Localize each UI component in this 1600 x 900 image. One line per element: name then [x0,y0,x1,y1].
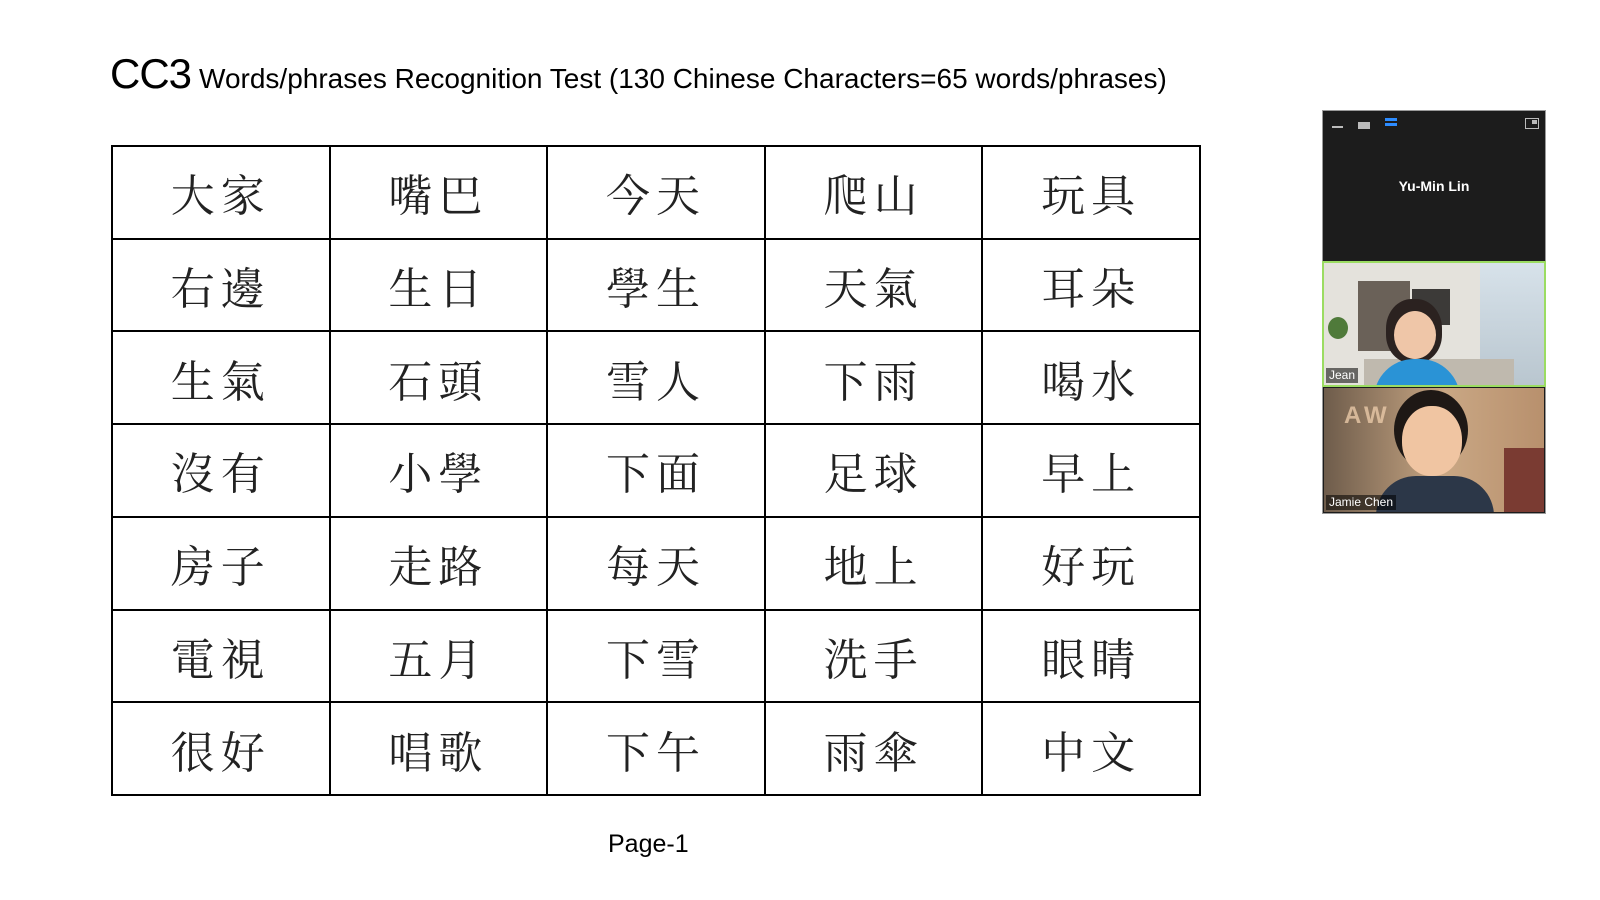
table-row [112,146,1200,239]
participant-video-jean[interactable] [1324,263,1544,385]
vocab-cell: 學生 [547,239,765,332]
video-panel-toolbar [1323,111,1545,139]
vocab-cell: 早上 [982,424,1200,517]
wall-letters: AW [1344,402,1391,429]
vocab-cell: 足球 [765,424,983,517]
vocab-cell: 耳朵 [982,239,1200,332]
vocab-cell: 沒有 [112,424,330,517]
page-label: Page-1 [608,830,689,858]
vocab-cell: 喝水 [982,331,1200,424]
vocab-cell: 小學 [330,424,548,517]
vocab-cell: 天氣 [765,239,983,332]
table-row [112,331,1200,424]
vocabulary-table-body [112,146,1200,795]
vocab-cell: 玩具 [982,146,1200,239]
table-row [112,239,1200,332]
vocab-cell: 下午 [547,702,765,795]
vocab-cell: 洗手 [765,610,983,703]
video-panel[interactable] [1322,110,1546,514]
vocab-cell: 爬山 [765,146,983,239]
vocab-cell: 走路 [330,517,548,610]
vocab-cell: 右邊 [112,239,330,332]
vocab-cell: 很好 [112,702,330,795]
expand-icon[interactable] [1525,118,1539,129]
vocab-cell: 下雪 [547,610,765,703]
active-speaker-tile[interactable] [1323,139,1545,261]
vocab-cell: 雨傘 [765,702,983,795]
vocabulary-table [111,145,1201,796]
vocab-cell: 嘴巴 [330,146,548,239]
vocab-cell: 今天 [547,146,765,239]
table-row [112,424,1200,517]
minimize-icon[interactable] [1332,126,1343,128]
table-row [112,702,1200,795]
vocab-cell: 唱歌 [330,702,548,795]
active-speaker-name: Yu-Min Lin [1398,178,1470,194]
vocab-cell: 石頭 [330,331,548,424]
participant-name-label: Jean [1326,368,1358,383]
vocab-cell: 下面 [547,424,765,517]
vocab-cell: 房子 [112,517,330,610]
slide-title-code: CC3 [110,50,192,97]
table-row [112,610,1200,703]
slide-title-text: Words/phrases Recognition Test (130 Chinese Characters=65 words/phrases) [199,63,1167,94]
participant-face [1394,311,1436,359]
vocab-cell: 下雨 [765,331,983,424]
vocab-cell: 雪人 [547,331,765,424]
slide-title [110,50,1167,98]
vocab-cell: 眼睛 [982,610,1200,703]
vocab-cell: 生日 [330,239,548,332]
vocab-cell: 每天 [547,517,765,610]
participant-face [1402,406,1462,476]
vocab-cell: 好玩 [982,517,1200,610]
vocab-cell: 大家 [112,146,330,239]
vocab-cell: 五月 [330,610,548,703]
compact-view-icon[interactable] [1358,122,1370,129]
participant-video-jamie-chen[interactable] [1324,388,1544,512]
shelf [1504,448,1544,512]
list-view-icon[interactable] [1385,118,1397,132]
vocab-cell: 生氣 [112,331,330,424]
vocab-cell: 中文 [982,702,1200,795]
plant [1328,317,1348,339]
vocab-cell: 電視 [112,610,330,703]
table-row [112,517,1200,610]
vocab-cell: 地上 [765,517,983,610]
participant-name-label: Jamie Chen [1326,495,1396,510]
